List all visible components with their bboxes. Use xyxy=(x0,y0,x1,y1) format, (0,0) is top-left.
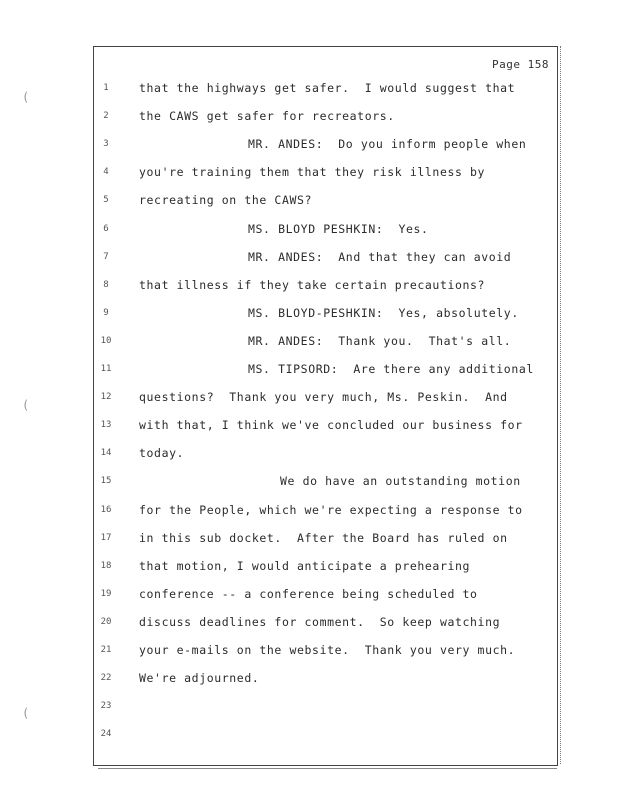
transcript-line: MS. BLOYD PESHKIN: Yes. xyxy=(248,222,429,236)
line-number: 21 xyxy=(100,645,112,655)
transcript-line: MS. TIPSORD: Are there any additional xyxy=(248,362,534,376)
transcript-line: MS. BLOYD-PESHKIN: Yes, absolutely. xyxy=(248,306,519,320)
transcript-line: recreating on the CAWS? xyxy=(139,193,313,207)
line-number: 20 xyxy=(100,617,112,627)
line-number: 9 xyxy=(103,308,109,318)
line-number: 24 xyxy=(100,729,112,739)
binder-mark-middle: ( xyxy=(22,398,30,412)
binder-mark-bottom: ( xyxy=(22,706,30,720)
binder-mark-top: ( xyxy=(22,90,30,104)
transcript-line: you're training them that they risk illness by xyxy=(139,165,486,179)
transcript-line: for the People, which we're expecting a response to xyxy=(139,503,523,517)
transcript-line: with that, I think we've concluded our business for xyxy=(139,418,523,432)
line-number: 12 xyxy=(100,392,112,402)
transcript-line: We do have an outstanding motion xyxy=(280,474,521,488)
transcript-line: the CAWS get safer for recreators. xyxy=(139,109,395,123)
line-number: 22 xyxy=(100,673,112,683)
transcript-line: MR. ANDES: And that they can avoid xyxy=(248,250,512,264)
line-number: 16 xyxy=(100,505,112,515)
transcript-line: MR. ANDES: Do you inform people when xyxy=(248,137,527,151)
line-number: 6 xyxy=(103,224,109,234)
transcript-line: your e-mails on the website. Thank you very much. xyxy=(139,643,516,657)
page-number: Page 158 xyxy=(492,58,549,71)
transcript-line: MR. ANDES: Thank you. That's all. xyxy=(248,334,512,348)
transcript-line: We're adjourned. xyxy=(139,671,260,685)
line-number: 7 xyxy=(103,252,109,262)
line-number: 15 xyxy=(100,476,112,486)
line-number: 19 xyxy=(100,589,112,599)
line-number: 1 xyxy=(103,83,109,93)
transcript-line: that illness if they take certain precautions? xyxy=(139,278,486,292)
line-number: 4 xyxy=(103,167,109,177)
transcript-line: conference -- a conference being scheduled to xyxy=(139,587,478,601)
transcript-line: that the highways get safer. I would suggest that xyxy=(139,81,516,95)
line-number: 17 xyxy=(100,533,112,543)
transcript-line: discuss deadlines for comment. So keep watching xyxy=(139,615,501,629)
line-number: 13 xyxy=(100,420,112,430)
line-number: 14 xyxy=(100,448,112,458)
line-number: 5 xyxy=(103,195,109,205)
line-number: 10 xyxy=(100,336,112,346)
line-number: 2 xyxy=(103,111,109,121)
transcript-line: questions? Thank you very much, Ms. Peskin. And xyxy=(139,390,508,404)
line-number: 23 xyxy=(100,701,112,711)
transcript-line: in this sub docket. After the Board has ruled on xyxy=(139,531,508,545)
transcript-page-frame xyxy=(93,46,558,766)
line-number: 8 xyxy=(103,280,109,290)
transcript-line: that motion, I would anticipate a prehearing xyxy=(139,559,471,573)
line-number: 11 xyxy=(100,364,112,374)
line-number: 18 xyxy=(100,561,112,571)
page-right-border xyxy=(560,46,561,764)
transcript-line: today. xyxy=(139,446,185,460)
line-number: 3 xyxy=(103,139,109,149)
